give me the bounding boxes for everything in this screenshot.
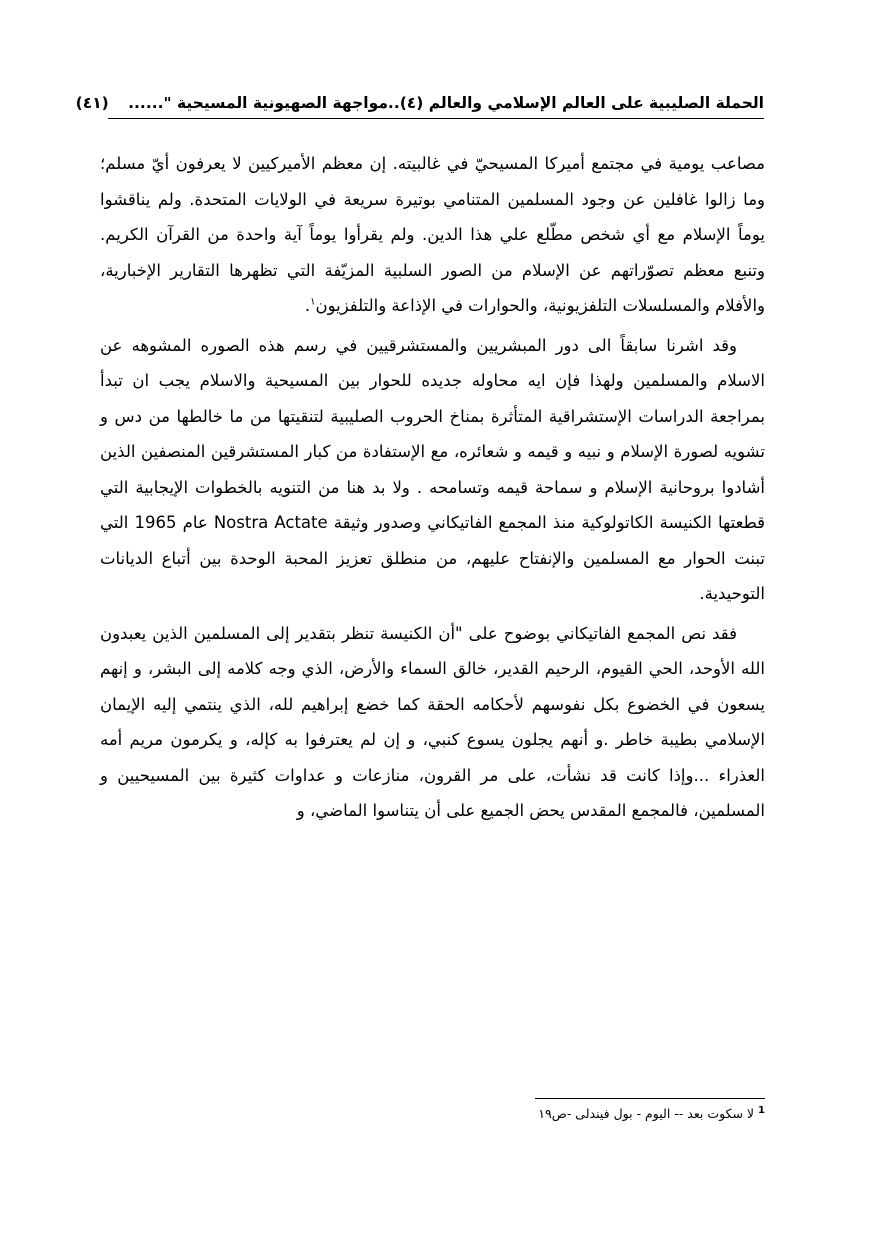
footnote	[300, 1104, 765, 1124]
footnote-text: لا سكوت بعد -- اليوم - بول فيندلى -ص١٩	[538, 1106, 755, 1121]
paragraph-1	[100, 146, 765, 324]
page-number: (٤١)	[75, 94, 109, 112]
paragraph-3: فقد نص المجمع الفاتيكاني بوضوح على "أن الكنيسة تنظر بتقدير إلى المسلمين الذين يعبدون الله الأوحد، الحي القيوم، الرحيم القدير، خالق السماء والأرض، الذي وجه كلامه إلى البشر، و إنهم يسعون في الخضوع بكل نفوسهم لأحكامه الحقة كما خضع إبراهيم لله، الذي ينتمي إليه الإيمان الإسلامي بطيبة خاطر .و أنهم يجلون يسوع كنبي، و إن لم يعترفوا به كإله، و يكرمون مريم أمه العذراء ...وإذا كانت قد نشأت، على مر القرون، منازعات و عداوات كثيرة بين المسيحيين و المسلمين، فالمجمع المقدس يحض الجميع على أن يتناسوا الماضي، و	[100, 623, 765, 820]
running-header	[75, 90, 764, 119]
footnote-marker: 1	[758, 1104, 765, 1116]
paragraph-1-end: .	[304, 296, 311, 315]
footnote-separator	[535, 1098, 765, 1099]
paragraph-2: وقد اشرنا سابقاً الى دور المبشريين والمستشرقيين في رسم هذه الصوره المشوهه عن الاسلام والمسلمين ولهذا فإن ايه محاوله جديده للحوار بين المسيحية والاسلام يجب ان تبدأ بمراجعة الدراسات الإستشراقية المتأثرة بمناخ الحروب الصليبية لتنقيتها من ما خالطها من دس و تشويه لصورة الإسلام و نبيه و قيمه و شعائره، مع الإستفادة من كبار المستشرقين المنصفين الذين أشادوا بروحانية الإسلام و سماحة قيمه وتسامحه . ولا بد هنا من التنويه بالخطوات الإيجابية التي قطعتها الكنيسة الكاتولوكية منذ المجمع الفاتيكاني وصدور وثيقة Nostra Actate عام 1965 التي تبنت الحوار مع المسلمين والإنفتاح عليهم، من منطلق تعزيز المحبة الوحدة بين أتباع الديانات التوحيدية.	[100, 335, 766, 603]
body-text	[100, 146, 765, 833]
paragraph-1-text: مصاعب يومية في مجتمع أميركا المسيحيّ في غالبيته. إن معظم الأميركيين لا يعرفون أيّ مسلم؛ وما زالوا غافلين عن وجود المسلمين المتنامي بوتيرة سريعة في الولايات المتحدة. ولم يناقشوا يوماً الإسلام مع أي شخص مطّلع علي هذا الدين. ولم يقرأوا يوماً آية واحدة من القرآن الكريم. وتنبع معظم تصوّراتهم عن الإسلام من الصور السلبية المزيّفة التي تظهرها التقارير الإخبارية، والأفلام والمسلسلات التلفزيونية، والحوارات في الإذاعة والتلفزيون	[100, 154, 765, 315]
footnote-reference[interactable]: ١	[310, 296, 316, 308]
header-title: الحملة الصليبية على العالم الإسلامي والعالم (٤)..مواجهة الصهيونية المسيحية "......	[128, 94, 764, 112]
